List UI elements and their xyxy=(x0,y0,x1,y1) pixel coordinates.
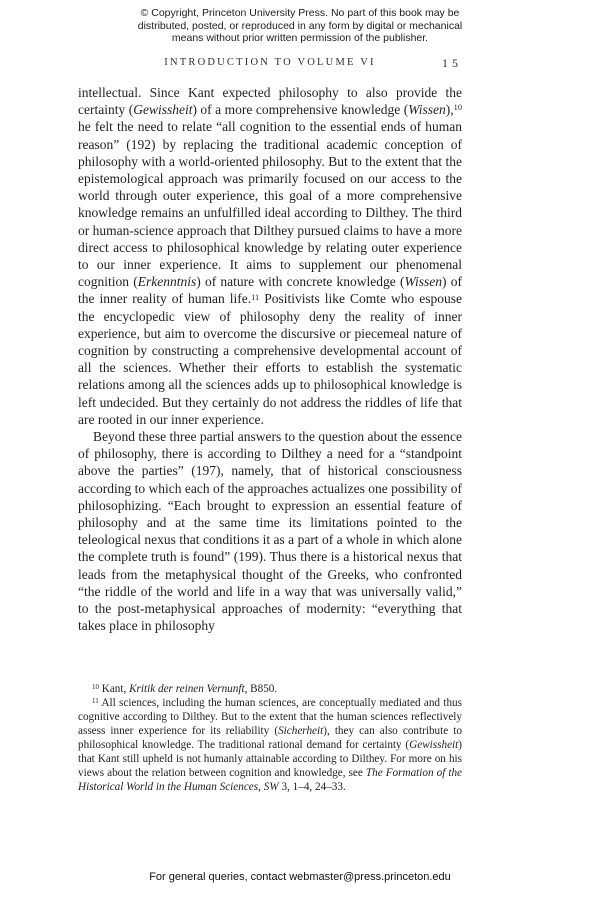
footnote: $^{10}$ Kant, Kritik der reinen Vernunft, B850. xyxy=(92,682,278,695)
footnotes xyxy=(78,682,462,794)
running-header xyxy=(78,57,462,68)
body-text xyxy=(78,84,462,635)
body-paragraph: Beyond these three partial answers to the question about the essence of philosophy, there is according to Dilthey a need for a “standpoint above the parties” (197), namely, that of historical consciousness according to which each of the approaches actualizes one possibility of philosophizing. “Each brought to expression an essential feature of philosophy and at the same time its limitations pointed to the teleological nexus that conditions it as a part of a whole in which alone the complete truth is found” (199). Thus there is a historical nexus that leads from the metaphysical thought of the Greeks, who confronted “the riddle of the world and life in a way that was universally valid,” to the post-metaphysical approaches of modernity: “everything that takes place in philosophy xyxy=(78,429,462,634)
page-number: 15 xyxy=(442,56,462,70)
body-paragraph: intellectual. Since Kant expected philosophy to also provide the certainty (Gewissheit) of a more comprehensive knowledge (Wissen),$^{10}$ he felt the need to relate “all cognition to the essential ends of human reason” (192) by replacing the traditional academic conception of philosophy with a world-oriented philosophy. But to the extent that the epistemological approach was primarily focused on our access to the world through outer experience, this goal of a more comprehensive knowledge remains an unfulfilled ideal according to Dilthey. The third or human-science approach that Dilthey pursued claims to have a more direct access to philosophical knowledge by relating outer experience to our inner experience. It aims to supplement our phenomenal cognition (Erkenntnis) of nature with concrete knowledge (Wissen) of the inner reality of human life.$^{11}$ Positivists like Comte who espouse the encyclopedic view of philosophy deny the reality of inner experience, but aim to overcome the discursive or piecemeal nature of cognition by constructing a comprehensive developmental account of all the sciences. Whether their efforts to establish the systematic relations among all the sciences adds up to philosophical knowledge is left undecided. But they certainly do not address the riddles of life that are rooted in our inner experience. xyxy=(78,85,462,427)
footer-contact: For general queries, contact webmaster@press.princeton.edu xyxy=(149,871,451,883)
footnote: $^{11}$ All sciences, including the human sciences, are conceptually mediated and thus cognitive according to Dilthey. But to the extent that the human sciences reflectively assess inner experience for its reliability (Sicherheit), they can also contribute to philosophical knowledge. The traditional rational demand for certainty (Gewissheit) that Kant still upheld is not humanly attainable according to Dilthey. For more on his views about the relation between cognition and knowledge, see The Formation of the Historical World in the Human Sciences, SW 3, 1–4, 24–33. xyxy=(78,696,462,793)
running-header-title: INTRODUCTION TO VOLUME VI xyxy=(164,57,376,68)
copyright-notice: © Copyright, Princeton University Press. No part of this book may be distributed, posted, or reproduced in any form by digital or mechanical means without prior written permission of the publisher. xyxy=(137,7,463,45)
